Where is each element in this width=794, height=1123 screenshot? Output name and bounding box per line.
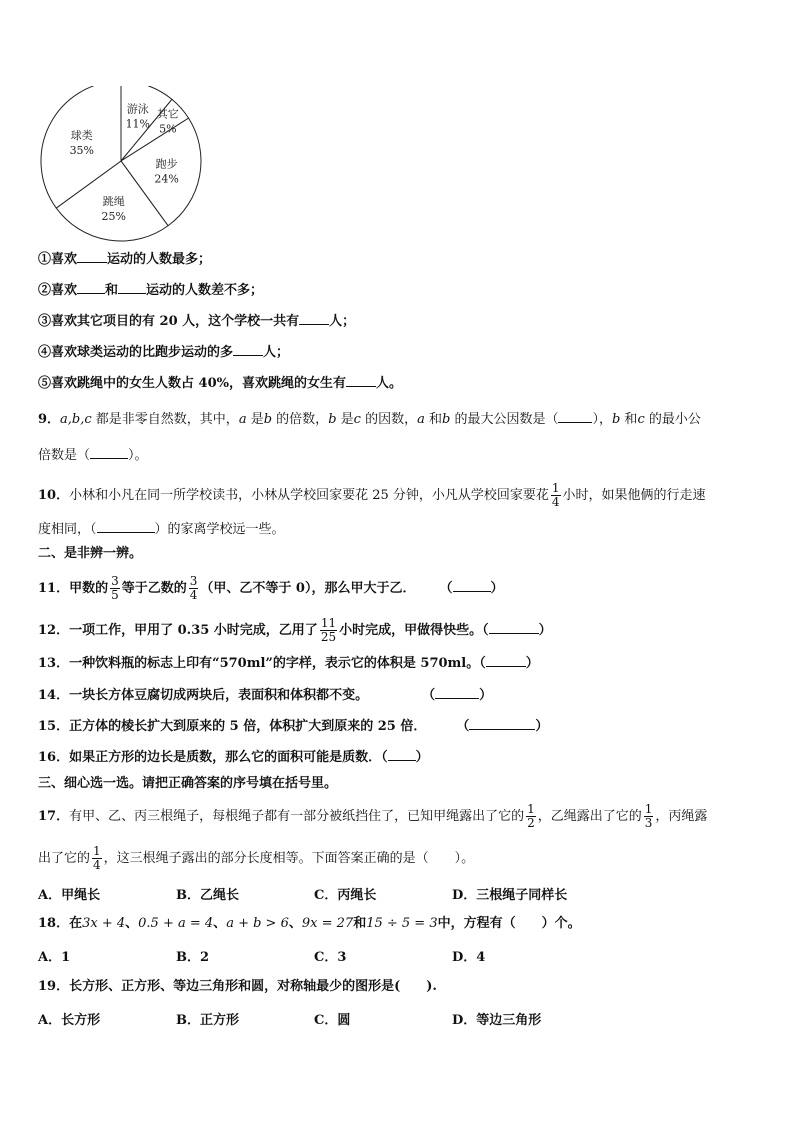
q18-option-a[interactable]: A．1: [38, 950, 71, 965]
answer-blank[interactable]: [77, 250, 107, 263]
pie-value-3: 25%: [101, 209, 126, 223]
answer-blank[interactable]: [97, 520, 155, 533]
q8-item-2: ②喜欢 和 运动的人数差不多；: [38, 283, 264, 298]
q14: 14．一块长方体豆腐切成两块后，表面积和体积都不变。 （ ）: [38, 688, 493, 703]
q17-option-b[interactable]: B．乙绳长: [176, 888, 239, 903]
q17-line-1: 17．有甲、乙、丙三根绳子，每根绳子都有一部分被纸挡住了，已知甲绳露出了它的 $\frac{1}{2}$ ，乙绳露出了它的 $\frac{1}{3}$ ，丙绳露: [38, 802, 708, 830]
answer-blank[interactable]: [469, 717, 535, 730]
q12: 12．一项工作，甲用了 0.35 小时完成，乙用了 $\frac{11}{25}$ 小时完成，甲做得快些。（ ）: [38, 616, 552, 644]
q19: 19．长方形、正方形、等边三角形和圆，对称轴最少的图形是( ).: [38, 979, 437, 994]
answer-blank[interactable]: [486, 654, 526, 667]
pie-label-3: 跳绳: [102, 194, 125, 208]
q11: 11．甲数的 $\frac{3}{5}$ 等于乙数的 $\frac{3}{4}$ （甲、乙不等于 0），那么甲大于乙． （ ）: [38, 574, 504, 602]
answer-blank[interactable]: [77, 281, 105, 294]
answer-blank[interactable]: [346, 374, 376, 387]
answer-blank[interactable]: [453, 579, 491, 592]
q18: 18．在3x + 4、0.5 + a = 4、a + b > 6、9x = 27和15 ÷ 5 = 3中，方程有（ ）个。: [38, 916, 581, 931]
q8-item-3: ③喜欢其它项目的有 20 人，这个学校一共有 人；: [38, 314, 356, 329]
q18-option-c[interactable]: C．3: [314, 950, 347, 965]
section-3-title: 三、细心选一选。请把正确答案的序号填在括号里。: [38, 776, 338, 791]
answer-blank[interactable]: [233, 343, 263, 356]
pie-label-0: 游泳: [126, 102, 149, 116]
pie-value-4: 35%: [69, 144, 95, 158]
pie-label-4: 球类: [70, 129, 93, 143]
q18-option-b[interactable]: B．2: [176, 950, 210, 965]
q19-option-d[interactable]: D．等边三角形: [452, 1013, 542, 1028]
q9-line-2: 倍数是（ ）。: [38, 448, 148, 463]
fraction: $\frac{1}{4}$: [93, 844, 101, 872]
q10-line-2: 度相同，（ ）的家离学校远一些。: [38, 522, 285, 537]
fraction: $\frac{11}{25}$: [320, 616, 337, 644]
fraction: $\frac{1}{3}$: [644, 802, 653, 830]
pie-label-1: 其它: [156, 107, 179, 121]
q19-option-a[interactable]: A．长方形: [38, 1013, 101, 1028]
fraction: $\frac{3}{5}$: [111, 574, 119, 602]
answer-blank[interactable]: [299, 312, 329, 325]
q9-line-1: 9．a,b,c 都是非零自然数，其中，a 是b 的倍数，b 是c 的因数，a 和b 的最大公因数是（ ），b 和c 的最小公: [38, 412, 701, 427]
answer-blank[interactable]: [90, 446, 128, 459]
section-2-title: 二、是非辨一辨。: [38, 546, 143, 561]
answer-blank[interactable]: [118, 281, 146, 294]
q13: 13．一种饮料瓶的标志上印有“570ml”的字样，表示它的体积是 570ml。（ ）: [38, 656, 539, 671]
q17-option-a[interactable]: A．甲绳长: [38, 888, 101, 903]
q8-item-5: ⑤喜欢跳绳中的女生人数占 40%，喜欢跳绳的女生有 人。: [38, 376, 403, 391]
q10-line-1: 10．小林和小凡在同一所学校读书，小林从学校回家要花 25 分钟，小凡从学校回家要花 $\frac{1}{4}$ 小时，如果他俩的行走速: [38, 481, 706, 509]
answer-blank[interactable]: [435, 686, 479, 699]
q19-option-b[interactable]: B．正方形: [176, 1013, 239, 1028]
pie-chart: [36, 86, 216, 256]
q17-line-2: 出了它的 $\frac{1}{4}$ ，这三根绳子露出的部分长度相等。下面答案正确的是（ ）。: [38, 844, 475, 872]
answer-blank[interactable]: [489, 621, 539, 634]
q17-option-c[interactable]: C．丙绳长: [314, 888, 377, 903]
q18-option-d[interactable]: D．4: [452, 950, 486, 965]
pie-label-2: 跑步: [155, 157, 178, 171]
q8-item-1: ①喜欢 运动的人数最多；: [38, 252, 212, 267]
q17-option-d[interactable]: D．三根绳子同样长: [452, 888, 568, 903]
fraction: $\frac{3}{4}$: [189, 574, 198, 602]
fraction: $\frac{1}{2}$: [527, 802, 535, 830]
pie-value-0: 11%: [125, 117, 151, 131]
q16: 16．如果正方形的边长是质数，那么它的面积可能是质数．（ ）: [38, 750, 429, 765]
answer-blank[interactable]: [558, 410, 592, 423]
q8-item-4: ④喜欢球类运动的比跑步运动的多 人；: [38, 345, 290, 360]
q19-option-c[interactable]: C．圆: [314, 1013, 351, 1028]
q15: 15．正方体的棱长扩大到原来的 5 倍，体积扩大到原来的 25 倍． （ ）: [38, 719, 549, 734]
answer-blank[interactable]: [388, 748, 416, 761]
fraction: $\frac{1}{4}$: [551, 481, 560, 509]
pie-value-1: 5%: [159, 122, 177, 136]
pie-value-2: 24%: [154, 172, 179, 186]
